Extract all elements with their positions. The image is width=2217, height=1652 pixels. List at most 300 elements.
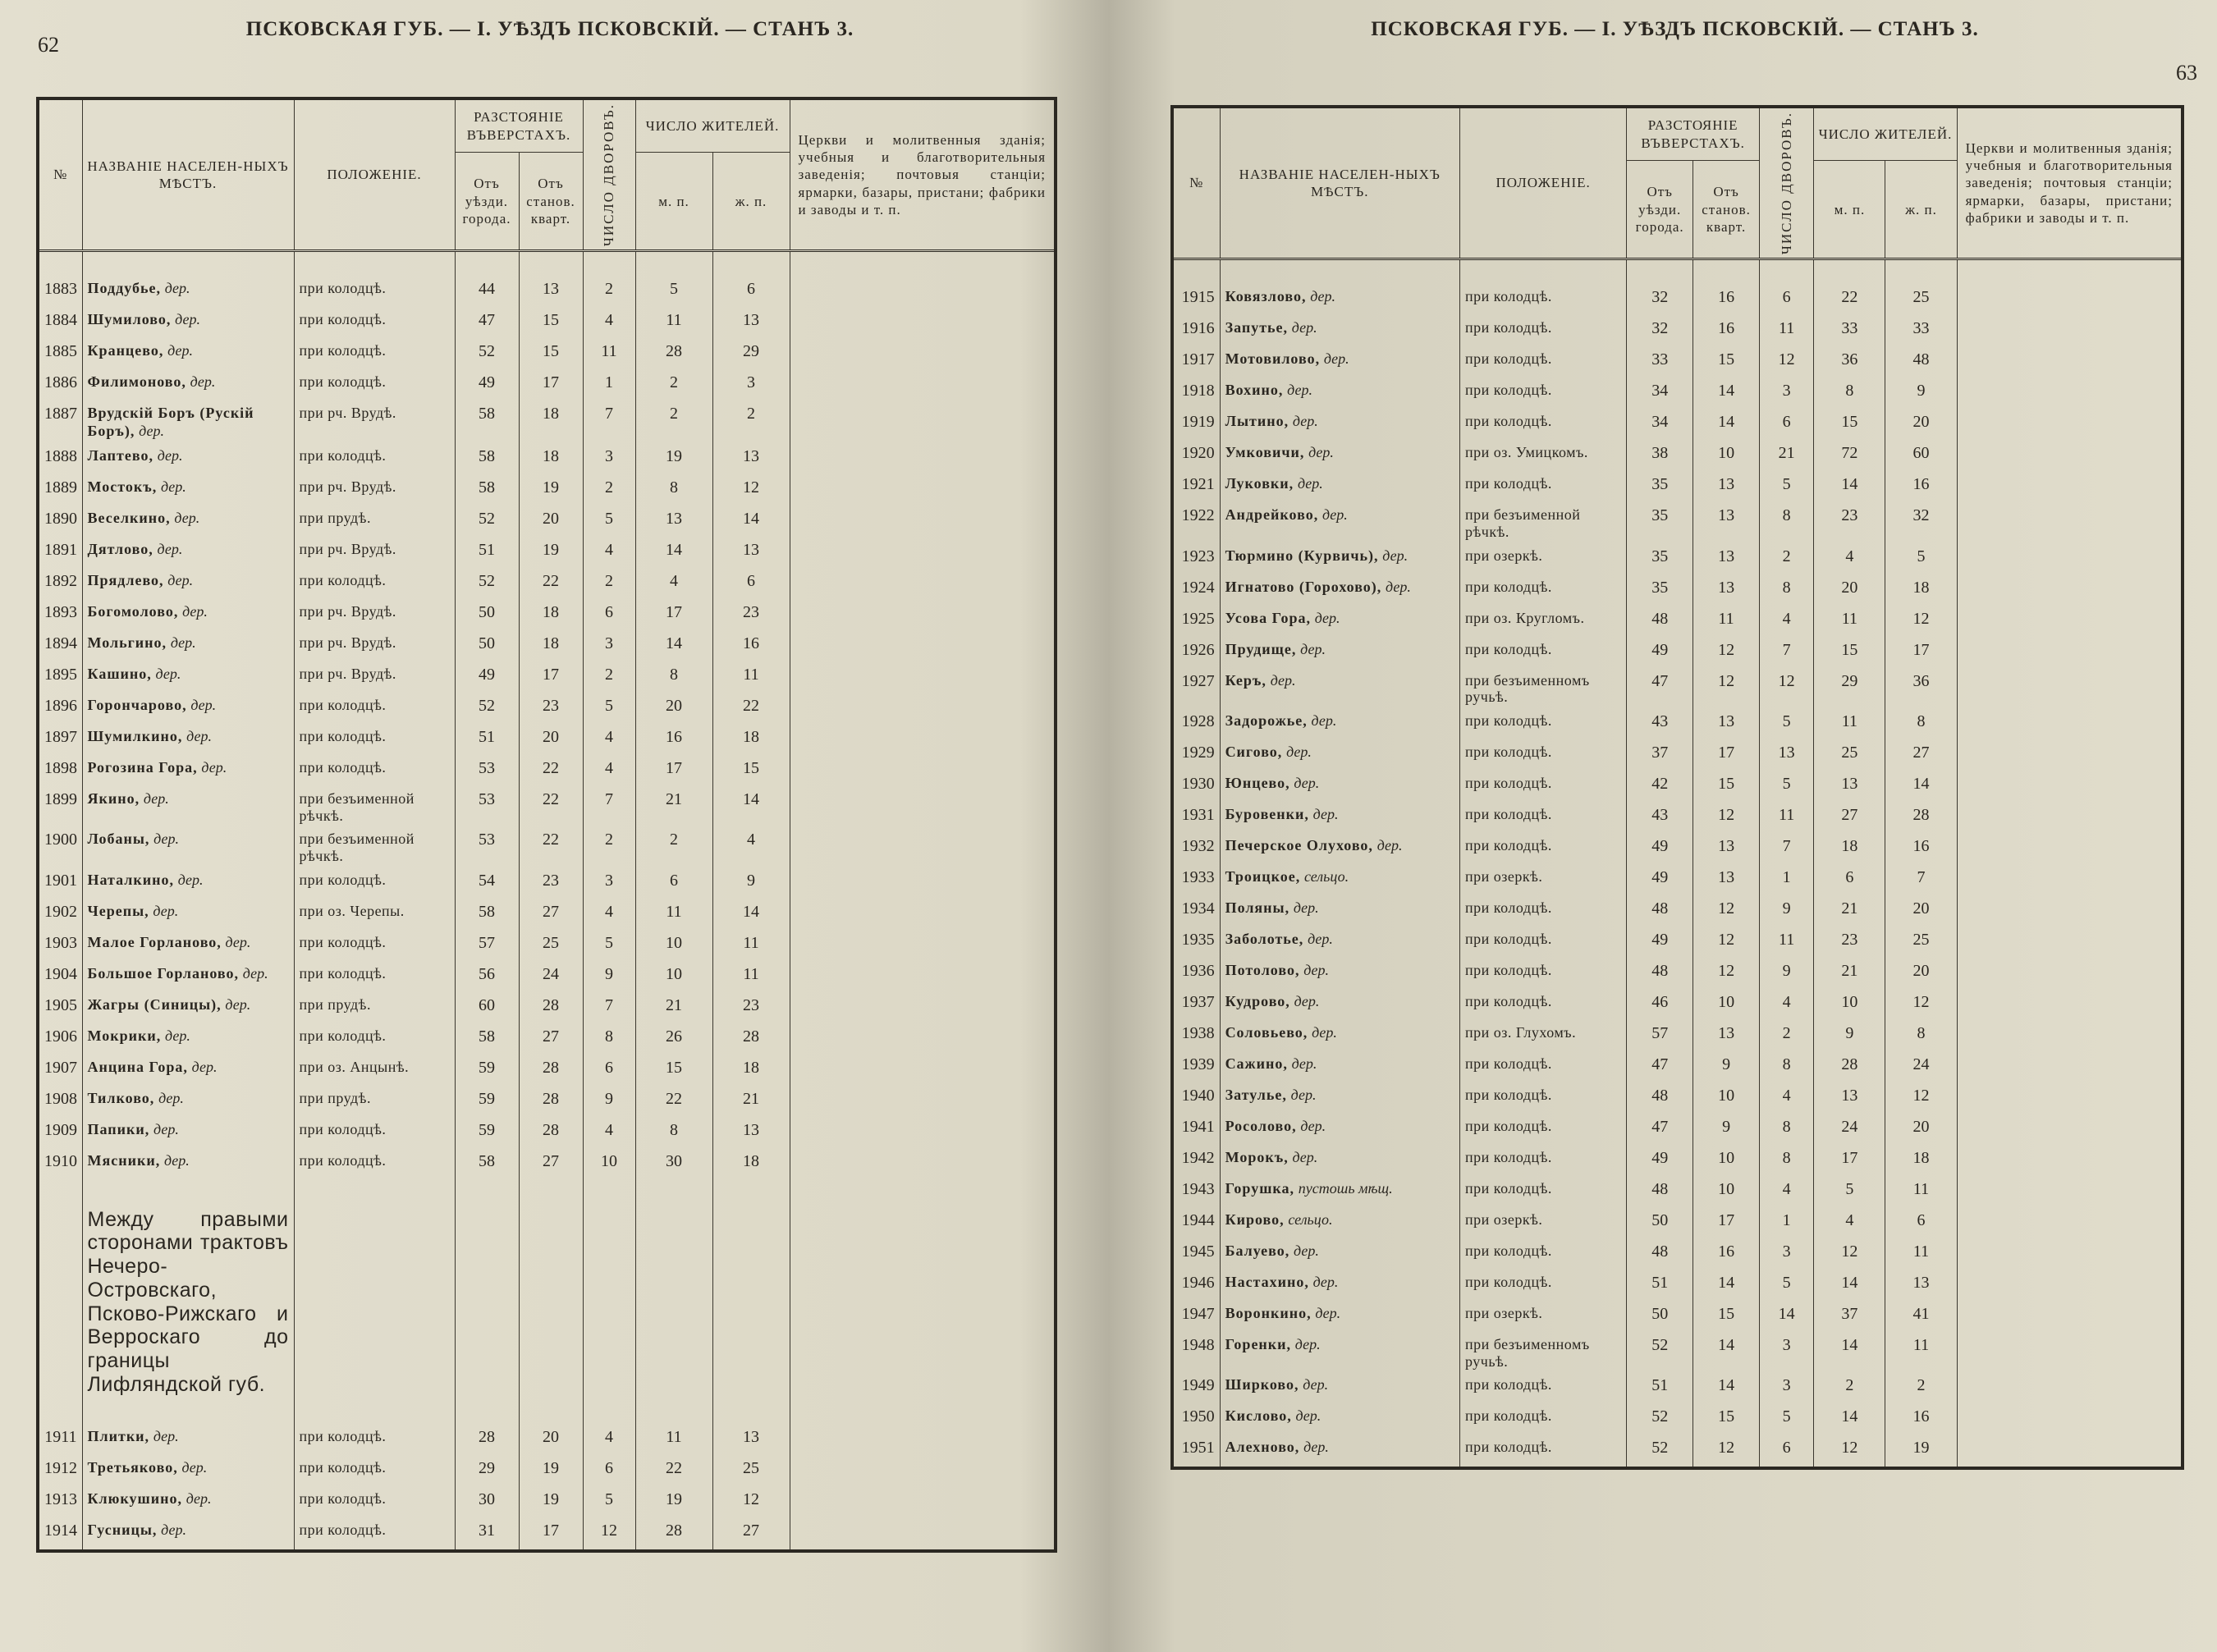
females-count: 20 bbox=[1885, 896, 1957, 927]
distance-from-town: 58 bbox=[455, 1149, 519, 1180]
notes-cell bbox=[790, 631, 1056, 662]
table-row bbox=[1172, 1114, 2183, 1146]
settlement-position: при озеркѣ. bbox=[1460, 544, 1627, 575]
males-count: 23 bbox=[1814, 927, 1885, 959]
females-count: 12 bbox=[1885, 990, 1957, 1021]
females-count: 4 bbox=[712, 827, 790, 867]
households-count: 3 bbox=[1760, 1239, 1814, 1270]
settlement-position: при прудѣ. bbox=[294, 506, 455, 538]
row-number: 1906 bbox=[38, 1024, 82, 1055]
notes-cell bbox=[790, 1487, 1056, 1518]
distance-from-station: 20 bbox=[519, 506, 583, 538]
males-count: 15 bbox=[1814, 638, 1885, 669]
distance-from-station: 13 bbox=[1693, 575, 1760, 606]
distance-from-town: 35 bbox=[1627, 575, 1693, 606]
row-number: 1908 bbox=[38, 1087, 82, 1118]
row-number: 1892 bbox=[38, 569, 82, 600]
distance-from-town: 38 bbox=[1627, 441, 1693, 472]
notes-cell bbox=[1957, 378, 2183, 410]
males-count: 4 bbox=[635, 569, 712, 600]
settlement-position: при колодцѣ. bbox=[1460, 1270, 1627, 1302]
distance-from-town: 35 bbox=[1627, 472, 1693, 503]
distance-from-town: 60 bbox=[455, 993, 519, 1024]
row-number: 1886 bbox=[38, 370, 82, 401]
table-row bbox=[38, 308, 1056, 339]
settlement-position: при колодцѣ. bbox=[294, 931, 455, 962]
settlement-position: при оз. Кругломъ. bbox=[1460, 606, 1627, 638]
notes-cell bbox=[790, 662, 1056, 693]
notes-cell bbox=[1957, 544, 2183, 575]
distance-from-station: 15 bbox=[1693, 771, 1760, 803]
notes-cell bbox=[1957, 803, 2183, 834]
females-count: 21 bbox=[712, 1087, 790, 1118]
males-count: 13 bbox=[1814, 1083, 1885, 1114]
table-row bbox=[38, 868, 1056, 899]
settlement-position: при озеркѣ. bbox=[1460, 1302, 1627, 1333]
males-count: 17 bbox=[635, 756, 712, 787]
households-count: 9 bbox=[1760, 896, 1814, 927]
settlement-position: при колодцѣ. bbox=[1460, 896, 1627, 927]
households-count: 8 bbox=[1760, 503, 1814, 543]
males-count: 21 bbox=[1814, 959, 1885, 990]
notes-cell bbox=[1957, 1435, 2183, 1468]
header-from-station: Отъ станов. кварт. bbox=[1693, 161, 1760, 259]
row-number: 1891 bbox=[38, 538, 82, 569]
table-row bbox=[1172, 347, 2183, 378]
row-number: 1934 bbox=[1172, 896, 1220, 927]
households-count: 7 bbox=[583, 401, 635, 444]
distance-from-town: 59 bbox=[455, 1118, 519, 1149]
males-count: 14 bbox=[635, 631, 712, 662]
males-count: 23 bbox=[1814, 503, 1885, 543]
notes-cell bbox=[790, 931, 1056, 962]
row-number: 1951 bbox=[1172, 1435, 1220, 1468]
females-count: 28 bbox=[712, 1024, 790, 1055]
females-count: 25 bbox=[1885, 927, 1957, 959]
row-number: 1896 bbox=[38, 693, 82, 725]
males-count: 11 bbox=[1814, 709, 1885, 740]
distance-from-town: 48 bbox=[1627, 1083, 1693, 1114]
notes-cell bbox=[790, 1087, 1056, 1118]
row-number: 1917 bbox=[1172, 347, 1220, 378]
notes-cell bbox=[1957, 1177, 2183, 1208]
settlement-position: при колодцѣ. bbox=[1460, 740, 1627, 771]
distance-from-town: 29 bbox=[455, 1456, 519, 1487]
distance-from-station: 15 bbox=[1693, 347, 1760, 378]
males-count: 21 bbox=[635, 787, 712, 827]
settlement-position: при колодцѣ. bbox=[1460, 472, 1627, 503]
settlements-table bbox=[36, 97, 1057, 1553]
row-number: 1911 bbox=[38, 1400, 82, 1456]
males-count: 12 bbox=[1814, 1239, 1885, 1270]
households-count: 6 bbox=[1760, 410, 1814, 441]
distance-from-town: 48 bbox=[1627, 1177, 1693, 1208]
females-count: 16 bbox=[1885, 472, 1957, 503]
distance-from-town: 54 bbox=[455, 868, 519, 899]
row-number: 1925 bbox=[1172, 606, 1220, 638]
households-count: 3 bbox=[583, 868, 635, 899]
row-number: 1894 bbox=[38, 631, 82, 662]
households-count: 5 bbox=[583, 693, 635, 725]
females-count: 14 bbox=[712, 787, 790, 827]
females-count: 28 bbox=[1885, 803, 1957, 834]
households-count: 14 bbox=[1760, 1302, 1814, 1333]
notes-cell bbox=[1957, 740, 2183, 771]
settlement-name: Настахино, дер. bbox=[1220, 1270, 1459, 1302]
notes-cell bbox=[1957, 1239, 2183, 1270]
settlement-position: при колодцѣ. bbox=[294, 251, 455, 309]
settlement-position: при колодцѣ. bbox=[1460, 259, 1627, 317]
households-count: 12 bbox=[1760, 347, 1814, 378]
notes-cell bbox=[1957, 990, 2183, 1021]
table-row bbox=[38, 1087, 1056, 1118]
table-row bbox=[1172, 927, 2183, 959]
row-number: 1932 bbox=[1172, 834, 1220, 865]
distance-from-town: 52 bbox=[455, 339, 519, 370]
males-count: 28 bbox=[635, 1518, 712, 1551]
females-count: 20 bbox=[1885, 959, 1957, 990]
settlement-name: Мотовилово, дер. bbox=[1220, 347, 1459, 378]
females-count: 20 bbox=[1885, 1114, 1957, 1146]
row-number: 1935 bbox=[1172, 927, 1220, 959]
row-number: 1900 bbox=[38, 827, 82, 867]
settlement-position: при колодцѣ. bbox=[1460, 1239, 1627, 1270]
settlement-name: Мокрики, дер. bbox=[82, 1024, 294, 1055]
table-row bbox=[38, 600, 1056, 631]
males-count: 30 bbox=[635, 1149, 712, 1180]
row-number: 1937 bbox=[1172, 990, 1220, 1021]
distance-from-station: 14 bbox=[1693, 1270, 1760, 1302]
notes-cell bbox=[1957, 834, 2183, 865]
males-count: 14 bbox=[635, 538, 712, 569]
table-row bbox=[1172, 1052, 2183, 1083]
notes-cell bbox=[1957, 503, 2183, 543]
males-count: 27 bbox=[1814, 803, 1885, 834]
settlement-name: Лобаны, дер. bbox=[82, 827, 294, 867]
households-count: 4 bbox=[583, 1118, 635, 1149]
females-count: 3 bbox=[712, 370, 790, 401]
notes-cell bbox=[790, 1518, 1056, 1551]
males-count: 8 bbox=[1814, 378, 1885, 410]
notes-cell bbox=[790, 569, 1056, 600]
header-number: № bbox=[38, 98, 82, 251]
settlement-name: Наталкино, дер. bbox=[82, 868, 294, 899]
settlement-name: Соловьево, дер. bbox=[1220, 1021, 1459, 1052]
header-notes: Церкви и молитвенныя зданія; учебныя и благотворительныя заведенія; почтовыя станціи; ярмарки, базары, пристани; фабрики и заводы и т. п. bbox=[790, 98, 1056, 251]
females-count: 17 bbox=[1885, 638, 1957, 669]
table-row bbox=[1172, 575, 2183, 606]
females-count: 18 bbox=[712, 1055, 790, 1087]
notes-cell bbox=[1957, 1333, 2183, 1373]
distance-from-town: 51 bbox=[1627, 1270, 1693, 1302]
males-count: 33 bbox=[1814, 316, 1885, 347]
distance-from-station: 12 bbox=[1693, 896, 1760, 927]
notes-cell bbox=[1957, 1208, 2183, 1239]
notes-cell bbox=[790, 339, 1056, 370]
settlement-position: при озеркѣ. bbox=[1460, 1208, 1627, 1239]
distance-from-station: 12 bbox=[1693, 959, 1760, 990]
settlements-table bbox=[1170, 105, 2184, 1470]
households-count: 5 bbox=[1760, 472, 1814, 503]
households-count: 3 bbox=[583, 444, 635, 475]
distance-from-town: 50 bbox=[455, 600, 519, 631]
females-count: 29 bbox=[712, 339, 790, 370]
table-row bbox=[1172, 606, 2183, 638]
males-count: 72 bbox=[1814, 441, 1885, 472]
distance-from-town: 31 bbox=[455, 1518, 519, 1551]
notes-cell bbox=[1957, 347, 2183, 378]
females-count: 33 bbox=[1885, 316, 1957, 347]
distance-from-town: 44 bbox=[455, 251, 519, 309]
table-row bbox=[38, 538, 1056, 569]
table-row bbox=[1172, 1021, 2183, 1052]
row-number: 1903 bbox=[38, 931, 82, 962]
distance-from-station: 13 bbox=[1693, 503, 1760, 543]
settlement-position: при колодцѣ. bbox=[1460, 959, 1627, 990]
females-count: 8 bbox=[1885, 1021, 1957, 1052]
distance-from-station: 15 bbox=[519, 308, 583, 339]
distance-from-town: 49 bbox=[1627, 865, 1693, 896]
distance-from-station: 15 bbox=[1693, 1404, 1760, 1435]
settlement-name: Тюрмино (Курвичь), дер. bbox=[1220, 544, 1459, 575]
households-count: 21 bbox=[1760, 441, 1814, 472]
distance-from-station: 10 bbox=[1693, 990, 1760, 1021]
households-count: 2 bbox=[583, 569, 635, 600]
households-count: 4 bbox=[583, 899, 635, 931]
row-number: 1883 bbox=[38, 251, 82, 309]
females-count: 27 bbox=[1885, 740, 1957, 771]
settlement-position: при колодцѣ. bbox=[1460, 1146, 1627, 1177]
distance-from-town: 32 bbox=[1627, 259, 1693, 317]
distance-from-station: 18 bbox=[519, 444, 583, 475]
notes-cell bbox=[1957, 316, 2183, 347]
left-page bbox=[0, 0, 1100, 1652]
settlement-position: при оз. Анцынѣ. bbox=[294, 1055, 455, 1087]
settlement-name: Веселкино, дер. bbox=[82, 506, 294, 538]
running-head: ПСКОВСКАЯ ГУБ. — I. УѢЗДЪ ПСКОВСКІЙ. — СТАНЪ 3. bbox=[1371, 18, 1979, 40]
females-count: 25 bbox=[712, 1456, 790, 1487]
households-count: 3 bbox=[1760, 1333, 1814, 1373]
distance-from-station: 12 bbox=[1693, 638, 1760, 669]
row-number: 1905 bbox=[38, 993, 82, 1024]
households-count: 6 bbox=[583, 600, 635, 631]
notes-cell bbox=[1957, 1146, 2183, 1177]
households-count: 2 bbox=[583, 662, 635, 693]
distance-from-station: 15 bbox=[1693, 1302, 1760, 1333]
distance-from-town: 49 bbox=[1627, 927, 1693, 959]
row-number: 1902 bbox=[38, 899, 82, 931]
header-males: м. п. bbox=[1814, 161, 1885, 259]
notes-cell bbox=[1957, 259, 2183, 317]
households-count: 4 bbox=[583, 308, 635, 339]
table-row bbox=[1172, 771, 2183, 803]
households-count: 11 bbox=[1760, 927, 1814, 959]
distance-from-station: 14 bbox=[1693, 378, 1760, 410]
males-count: 37 bbox=[1814, 1302, 1885, 1333]
notes-cell bbox=[1957, 709, 2183, 740]
females-count: 14 bbox=[712, 506, 790, 538]
females-count: 27 bbox=[712, 1518, 790, 1551]
notes-cell bbox=[790, 1456, 1056, 1487]
settlement-name: Прядлево, дер. bbox=[82, 569, 294, 600]
females-count: 24 bbox=[1885, 1052, 1957, 1083]
settlement-name: Керъ, дер. bbox=[1220, 669, 1459, 709]
row-number: 1901 bbox=[38, 868, 82, 899]
settlement-name: Богомолово, дер. bbox=[82, 600, 294, 631]
distance-from-town: 52 bbox=[455, 693, 519, 725]
notes-cell bbox=[1957, 1404, 2183, 1435]
settlement-name: Папики, дер. bbox=[82, 1118, 294, 1149]
households-count: 5 bbox=[583, 506, 635, 538]
settlement-position: при колодцѣ. bbox=[294, 1024, 455, 1055]
households-count: 4 bbox=[583, 725, 635, 756]
distance-from-station: 22 bbox=[519, 787, 583, 827]
settlement-position: при оз. Умицкомъ. bbox=[1460, 441, 1627, 472]
settlement-name: Заболотье, дер. bbox=[1220, 927, 1459, 959]
row-number: 1946 bbox=[1172, 1270, 1220, 1302]
females-count: 2 bbox=[1885, 1373, 1957, 1404]
settlement-name: Кудрово, дер. bbox=[1220, 990, 1459, 1021]
households-count: 3 bbox=[1760, 1373, 1814, 1404]
header-households: ЧИСЛО ДВОРОВЪ. bbox=[583, 98, 635, 251]
distance-from-town: 34 bbox=[1627, 378, 1693, 410]
settlement-name: Поляны, дер. bbox=[1220, 896, 1459, 927]
row-number: 1890 bbox=[38, 506, 82, 538]
males-count: 9 bbox=[1814, 1021, 1885, 1052]
households-count: 4 bbox=[1760, 990, 1814, 1021]
settlement-name: Мольгино, дер. bbox=[82, 631, 294, 662]
settlement-name: Большое Горланово, дер. bbox=[82, 962, 294, 993]
females-count: 14 bbox=[1885, 771, 1957, 803]
males-count: 11 bbox=[635, 1400, 712, 1456]
females-count: 23 bbox=[712, 993, 790, 1024]
settlement-position: при колодцѣ. bbox=[294, 1149, 455, 1180]
households-count: 2 bbox=[583, 827, 635, 867]
row-number: 1889 bbox=[38, 475, 82, 506]
header-distance: РАЗСТОЯНІЕ ВЪВЕРСТАХЪ. bbox=[1627, 107, 1760, 161]
table-row bbox=[38, 569, 1056, 600]
settlement-position: при безъименномъ ручьѣ. bbox=[1460, 669, 1627, 709]
households-count: 1 bbox=[1760, 1208, 1814, 1239]
table-row bbox=[38, 993, 1056, 1024]
settlement-position: при колодцѣ. bbox=[1460, 990, 1627, 1021]
females-count: 11 bbox=[712, 931, 790, 962]
settlement-name: Усова Гора, дер. bbox=[1220, 606, 1459, 638]
males-count: 2 bbox=[635, 370, 712, 401]
distance-from-station: 13 bbox=[1693, 1021, 1760, 1052]
households-count: 9 bbox=[1760, 959, 1814, 990]
row-number: 1949 bbox=[1172, 1373, 1220, 1404]
table-row bbox=[1172, 410, 2183, 441]
households-count: 6 bbox=[583, 1456, 635, 1487]
distance-from-town: 52 bbox=[1627, 1333, 1693, 1373]
distance-from-station: 28 bbox=[519, 993, 583, 1024]
households-count: 4 bbox=[583, 538, 635, 569]
males-count: 19 bbox=[635, 1487, 712, 1518]
females-count: 18 bbox=[1885, 575, 1957, 606]
notes-cell bbox=[1957, 606, 2183, 638]
households-count: 7 bbox=[1760, 638, 1814, 669]
running-head: ПСКОВСКАЯ ГУБ. — I. УѢЗДЪ ПСКОВСКІЙ. — СТАНЪ 3. bbox=[245, 18, 854, 40]
males-count: 4 bbox=[1814, 1208, 1885, 1239]
households-count: 2 bbox=[583, 475, 635, 506]
settlement-name: Ковязлово, дер. bbox=[1220, 259, 1459, 317]
females-count: 13 bbox=[712, 308, 790, 339]
females-count: 9 bbox=[712, 868, 790, 899]
row-number: 1945 bbox=[1172, 1239, 1220, 1270]
row-number: 1931 bbox=[1172, 803, 1220, 834]
females-count: 11 bbox=[1885, 1177, 1957, 1208]
distance-from-station: 28 bbox=[519, 1118, 583, 1149]
females-count: 9 bbox=[1885, 378, 1957, 410]
households-count: 2 bbox=[1760, 1021, 1814, 1052]
notes-cell bbox=[790, 370, 1056, 401]
settlement-name: Филимоново, дер. bbox=[82, 370, 294, 401]
females-count: 5 bbox=[1885, 544, 1957, 575]
notes-cell bbox=[1957, 410, 2183, 441]
settlement-name: Кислово, дер. bbox=[1220, 1404, 1459, 1435]
settlement-name: Юнцево, дер. bbox=[1220, 771, 1459, 803]
row-number: 1884 bbox=[38, 308, 82, 339]
distance-from-station: 10 bbox=[1693, 1083, 1760, 1114]
females-count: 6 bbox=[1885, 1208, 1957, 1239]
distance-from-station: 19 bbox=[519, 1456, 583, 1487]
distance-from-station: 20 bbox=[519, 1400, 583, 1456]
distance-from-town: 58 bbox=[455, 899, 519, 931]
header-name: НАЗВАНІЕ НАСЕЛЕН-НЫХЪ МѢСТЪ. bbox=[82, 98, 294, 251]
table-row bbox=[38, 631, 1056, 662]
distance-from-town: 51 bbox=[455, 538, 519, 569]
row-number: 1899 bbox=[38, 787, 82, 827]
settlement-name: Алехново, дер. bbox=[1220, 1435, 1459, 1468]
notes-cell bbox=[1957, 1302, 2183, 1333]
males-count: 20 bbox=[635, 693, 712, 725]
settlement-position: при колодцѣ. bbox=[1460, 638, 1627, 669]
distance-from-town: 58 bbox=[455, 475, 519, 506]
notes-cell bbox=[790, 993, 1056, 1024]
row-number: 1918 bbox=[1172, 378, 1220, 410]
females-count: 18 bbox=[1885, 1146, 1957, 1177]
table-row bbox=[38, 1487, 1056, 1518]
distance-from-town: 32 bbox=[1627, 316, 1693, 347]
households-count: 1 bbox=[1760, 865, 1814, 896]
females-count: 14 bbox=[712, 899, 790, 931]
females-count: 13 bbox=[712, 1400, 790, 1456]
row-number: 1950 bbox=[1172, 1404, 1220, 1435]
distance-from-town: 50 bbox=[1627, 1302, 1693, 1333]
settlement-position: при колодцѣ. bbox=[1460, 347, 1627, 378]
households-count: 11 bbox=[1760, 803, 1814, 834]
settlement-position: при оз. Черепы. bbox=[294, 899, 455, 931]
table-row bbox=[1172, 378, 2183, 410]
households-count: 8 bbox=[1760, 575, 1814, 606]
females-count: 25 bbox=[1885, 259, 1957, 317]
distance-from-station: 14 bbox=[1693, 410, 1760, 441]
distance-from-station: 17 bbox=[519, 1518, 583, 1551]
males-count: 16 bbox=[635, 725, 712, 756]
distance-from-station: 10 bbox=[1693, 1177, 1760, 1208]
row-number: 1923 bbox=[1172, 544, 1220, 575]
notes-cell bbox=[790, 251, 1056, 309]
households-count: 6 bbox=[1760, 1435, 1814, 1468]
notes-cell bbox=[1957, 771, 2183, 803]
settlement-position: при колодцѣ. bbox=[1460, 834, 1627, 865]
row-number: 1904 bbox=[38, 962, 82, 993]
males-count: 18 bbox=[1814, 834, 1885, 865]
distance-from-station: 19 bbox=[519, 475, 583, 506]
distance-from-town: 35 bbox=[1627, 544, 1693, 575]
row-number: 1921 bbox=[1172, 472, 1220, 503]
